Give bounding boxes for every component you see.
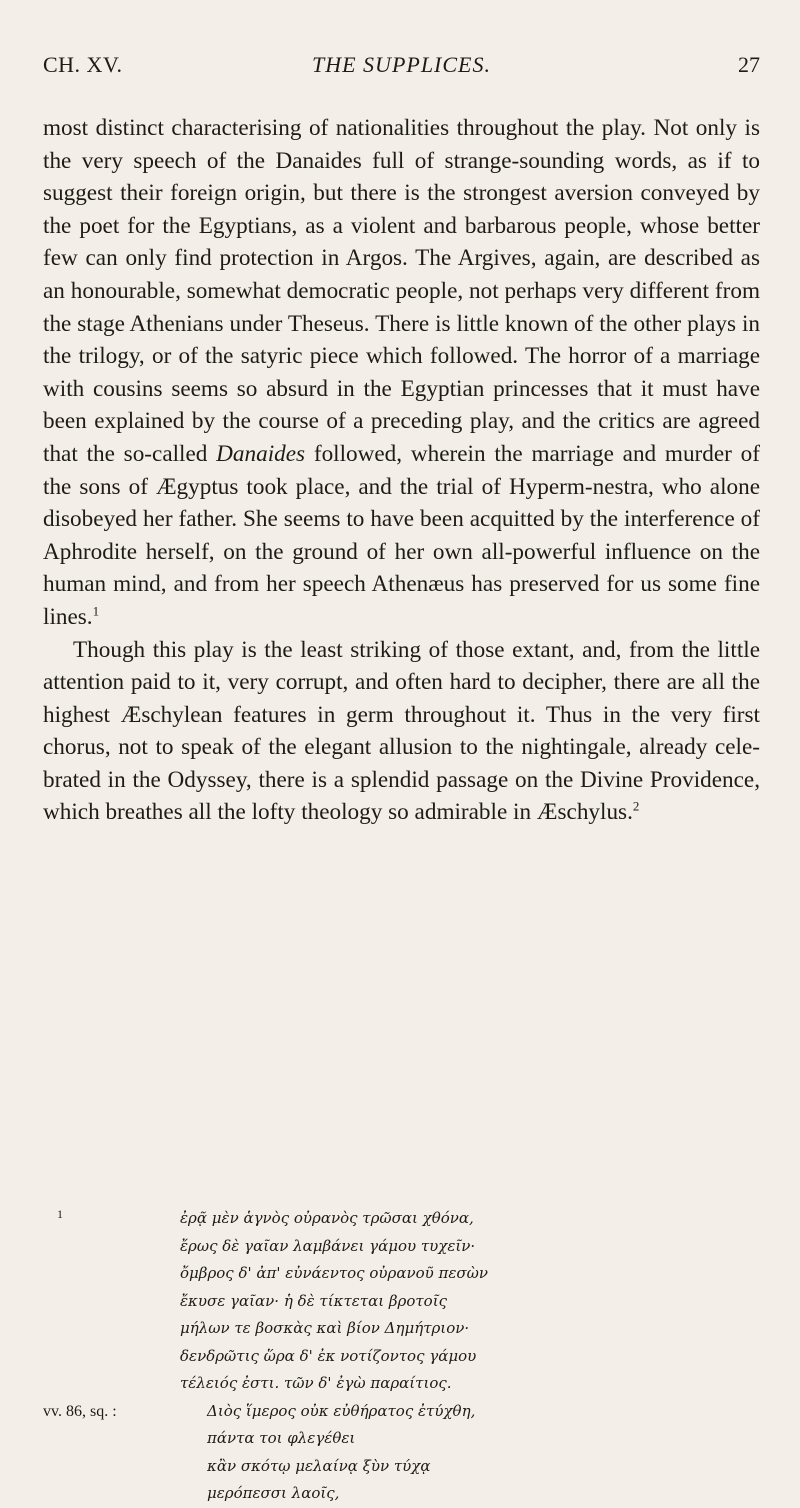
greek-verse-line: δενδρῶτις ὥρα δ' ἐκ νοτίζοντος γάμου [180,1346,477,1365]
paragraph-text-continued: followed, wherein the marriage and murder of the sons of Ægyptus took place, and the trial of Hyperm-nestra, who alone disobeyed her father. She seems to have been acquitted by the interference of Aphrodite herself, on the ground of her own all-powerful influence on the human mind, and from her speech Athenæus has preserved for us some fine lines. [43,440,760,630]
greek-verse-line: ὄμβρος δ' ἀπ' εὐνάεντος οὐρανοῦ πεσὼν [180,1264,488,1282]
footnote-mark: 1 [57,1207,63,1221]
footnote-2 [43,1398,763,1508]
greek-verse-line: τέλειός ἐστι. τῶν δ' ἐγὼ παραίτιος. [180,1374,452,1392]
footnote-reference[interactable]: 2 [632,798,640,814]
footnote-reference[interactable]: 1 [92,603,100,619]
body-text [43,112,760,829]
greek-verse-line: μήλων τε βοσκὰς καὶ βίον Δημήτριον· [180,1319,470,1337]
chapter-label: CH. XV. [43,52,123,77]
paragraph-text: Though this play is the least striking of those extant, and, from the little attention paid to it, very corrupt, and often hard to decipher, there are all the highest Æschylean features in germ throughout it. Thus in the very first chorus, not to speak of the elegant allusion to the nightingale, already cele-brated in the Odyssey, there is a splendid passage on the Divine Providence, which breathes all the lofty theology so admirable in Æschylus. [43,636,760,826]
running-header [43,52,760,82]
greek-verse-line: κἂν σκότῳ μελαίνᾳ ξὺν τύχᾳ [207,1456,431,1475]
page-number: 27 [738,52,760,77]
running-title: THE SUPPLICES. [312,52,491,77]
greek-verse-line: μερόπεσσι λαοῖς, [207,1484,340,1502]
footnotes [43,1205,763,1508]
greek-verse-line: ἐρᾷ μὲν ἁγνὸς οὐρανὸς τρῶσαι χθόνα, [180,1209,474,1227]
footnote-1 [43,1205,763,1398]
paragraph [43,634,760,830]
paragraph-text: most distinct characterising of nationalities throughout the play. Not only is the very speech of the Danaides full of strange-sounding words, as if to suggest their foreign origin, but there is the strongest aversion conveyed by the poet for the Egyptians, as a violent and barbarous people, whose better few can only find protection in Argos. The Argives, again, are described as an honourable, somewhat democratic people, not perhaps very different from the stage Athenians under Theseus. There is little known of the other plays in the trilogy, or of the satyric piece which followed. The horror of a marriage with cousins seems so absurd in the Egyptian princesses that it must have been explained by the course of a preceding play, and the critics are agreed that the so-called [43,115,760,467]
paragraph [43,112,760,634]
greek-verse-line: ἔκυσε γαῖαν· ἡ δὲ τίκτεται βροτοῖς [180,1291,447,1310]
italic-title: Danaides [216,440,306,467]
verse-reference: vv. 86, sq. : [43,1402,117,1420]
greek-verse-line: Διὸς ἵμερος οὐκ εὐθήρατος ἐτύχθη, [207,1401,476,1420]
greek-verse-line: πάντα τοι φλεγέθει [207,1429,356,1447]
greek-verse-line: ἔρως δὲ γαῖαν λαμβάνει γάμου τυχεῖν· [180,1236,476,1255]
